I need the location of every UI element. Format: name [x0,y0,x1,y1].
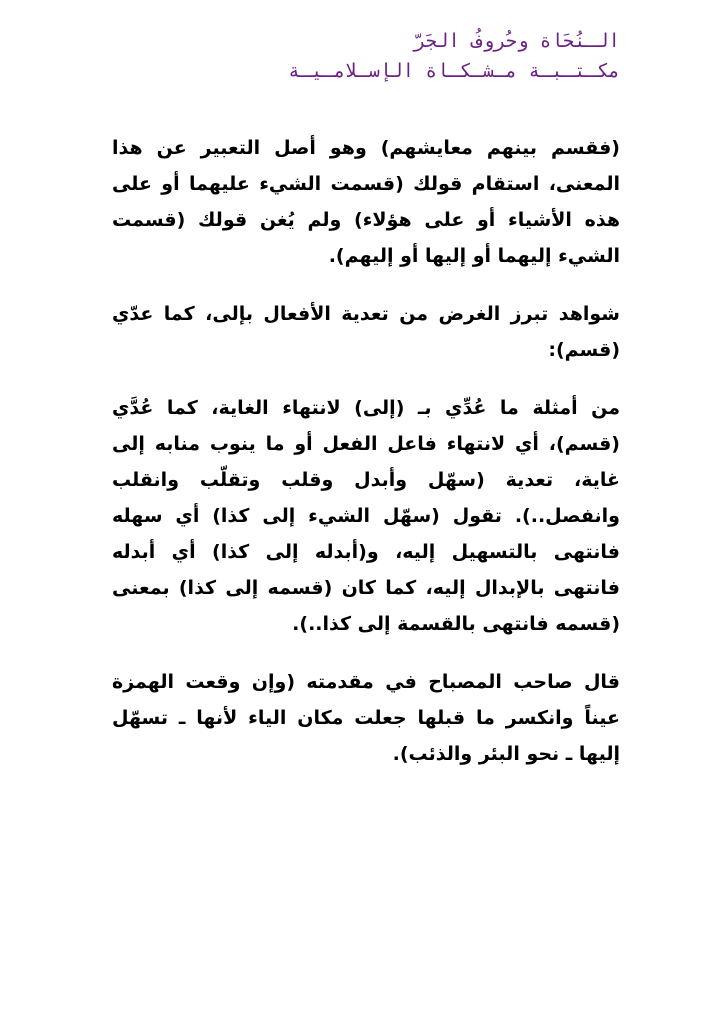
text-line: من أمثلة ما عُدِّي بـ (إلى) لانتهاء الغاية، كما عُدَّي [112,397,620,419]
text-line: هذه الأشياء أو على هؤلاء) ولم يُغن قولك (قسمت [112,209,620,231]
text-line: (قسم)، أي لانتهاء فاعل الفعل أو ما ينوب منابه إلى [112,433,620,455]
book-title: الـنُحَاة وحُروفُ الجَرّ [414,30,620,52]
text-line: المعنى، استقام قولك (قسمت الشيء عليهما أو على [112,173,620,195]
text-line: عيناً وانكسر ما قبلها جعلت مكان الياء لأنها ـ تسهّل [112,707,620,729]
text-line: الشيء إليهما أو إليها أو إليهم). [328,245,620,267]
text-line: (قسم): [548,339,620,361]
text-line: وانفصل..). تقول (سهّل الشيء إلى كذا) أي سهله [112,505,620,527]
paragraph [112,130,620,274]
text-line: قال صاحب المصباح في مقدمته (وإن وقعت الهمزة [112,671,620,693]
library-name: مكـتـبـة مـشـكـاة الإسـلامـيـة [288,60,620,82]
text-line: إليها ـ نحو البئر والذئب). [392,743,620,765]
paragraph [112,296,620,368]
text-line: (فقسم بينهم معايشهم) وهو أصل التعبير عن هذا [112,137,620,159]
paragraph [112,664,620,772]
text-line: فانتهى بالإبدال إليه، كما كان (قسمه إلى كذا) بمعنى [112,577,620,599]
text-line: فانتهى بالتسهيل إليه، و(أبدله إلى كذا) أي أبدله [112,541,620,563]
text-line: (قسمه فانتهى بالقسمة إلى كذا..). [292,613,620,635]
body-text [112,130,620,794]
text-line: غاية، تعدية (سهّل وأبدل وقلب وتقلّب وانقلب [112,469,620,491]
page-header [280,26,620,86]
paragraph [112,390,620,642]
text-line: شواهد تبرز الغرض من تعدية الأفعال بإلى، كما عدّي [112,303,620,325]
